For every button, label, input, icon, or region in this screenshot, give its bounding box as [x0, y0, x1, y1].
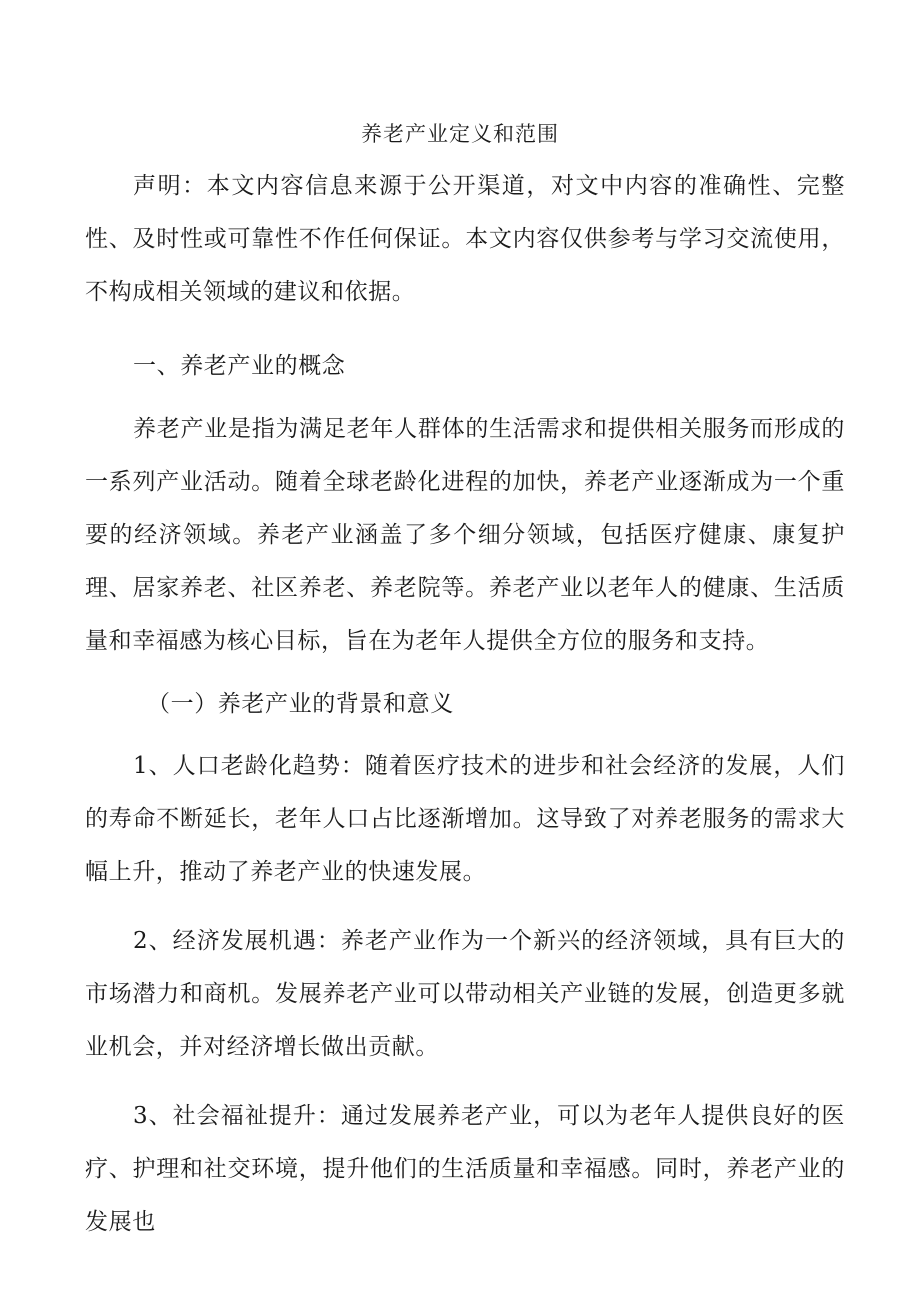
- disclaimer-paragraph: 声明：本文内容信息来源于公开渠道，对文中内容的准确性、完整性、及时性或可靠性不作任何保证。本文内容仅供参考与学习交流使用，不构成相关领域的建议和依据。: [85, 173, 845, 305]
- item-paragraph-economic-opportunity: 2、经济发展机遇：养老产业作为一个新兴的经济领域，具有巨大的市场潜力和商机。发展养老产业可以带动相关产业链的发展，创造更多就业机会，并对经济增长做出贡献。: [85, 928, 845, 1060]
- subsection-heading-background: （一）养老产业的背景和意义: [147, 691, 454, 717]
- section-heading-concept: 一、养老产业的概念: [133, 353, 346, 379]
- document-title: 养老产业定义和范围: [361, 122, 559, 146]
- item-paragraph-aging-trend: 1、人口老龄化趋势：随着医疗技术的进步和社会经济的发展，人们的寿命不断延长，老年人口占比逐渐增加。这导致了对养老服务的需求大幅上升，推动了养老产业的快速发展。: [85, 753, 845, 885]
- item-paragraph-social-welfare: 3、社会福祉提升：通过发展养老产业，可以为老年人提供良好的医疗、护理和社交环境，提升他们的生活质量和幸福感。同时，养老产业的发展也: [85, 1103, 845, 1235]
- concept-paragraph: 养老产业是指为满足老年人群体的生活需求和提供相关服务而形成的一系列产业活动。随着全球老龄化进程的加快，养老产业逐渐成为一个重要的经济领域。养老产业涵盖了多个细分领域，包括医疗健康、康复护理、居家养老、社区养老、养老院等。养老产业以老年人的健康、生活质量和幸福感为核心目标，旨在为老年人提供全方位的服务和支持。: [85, 416, 845, 654]
